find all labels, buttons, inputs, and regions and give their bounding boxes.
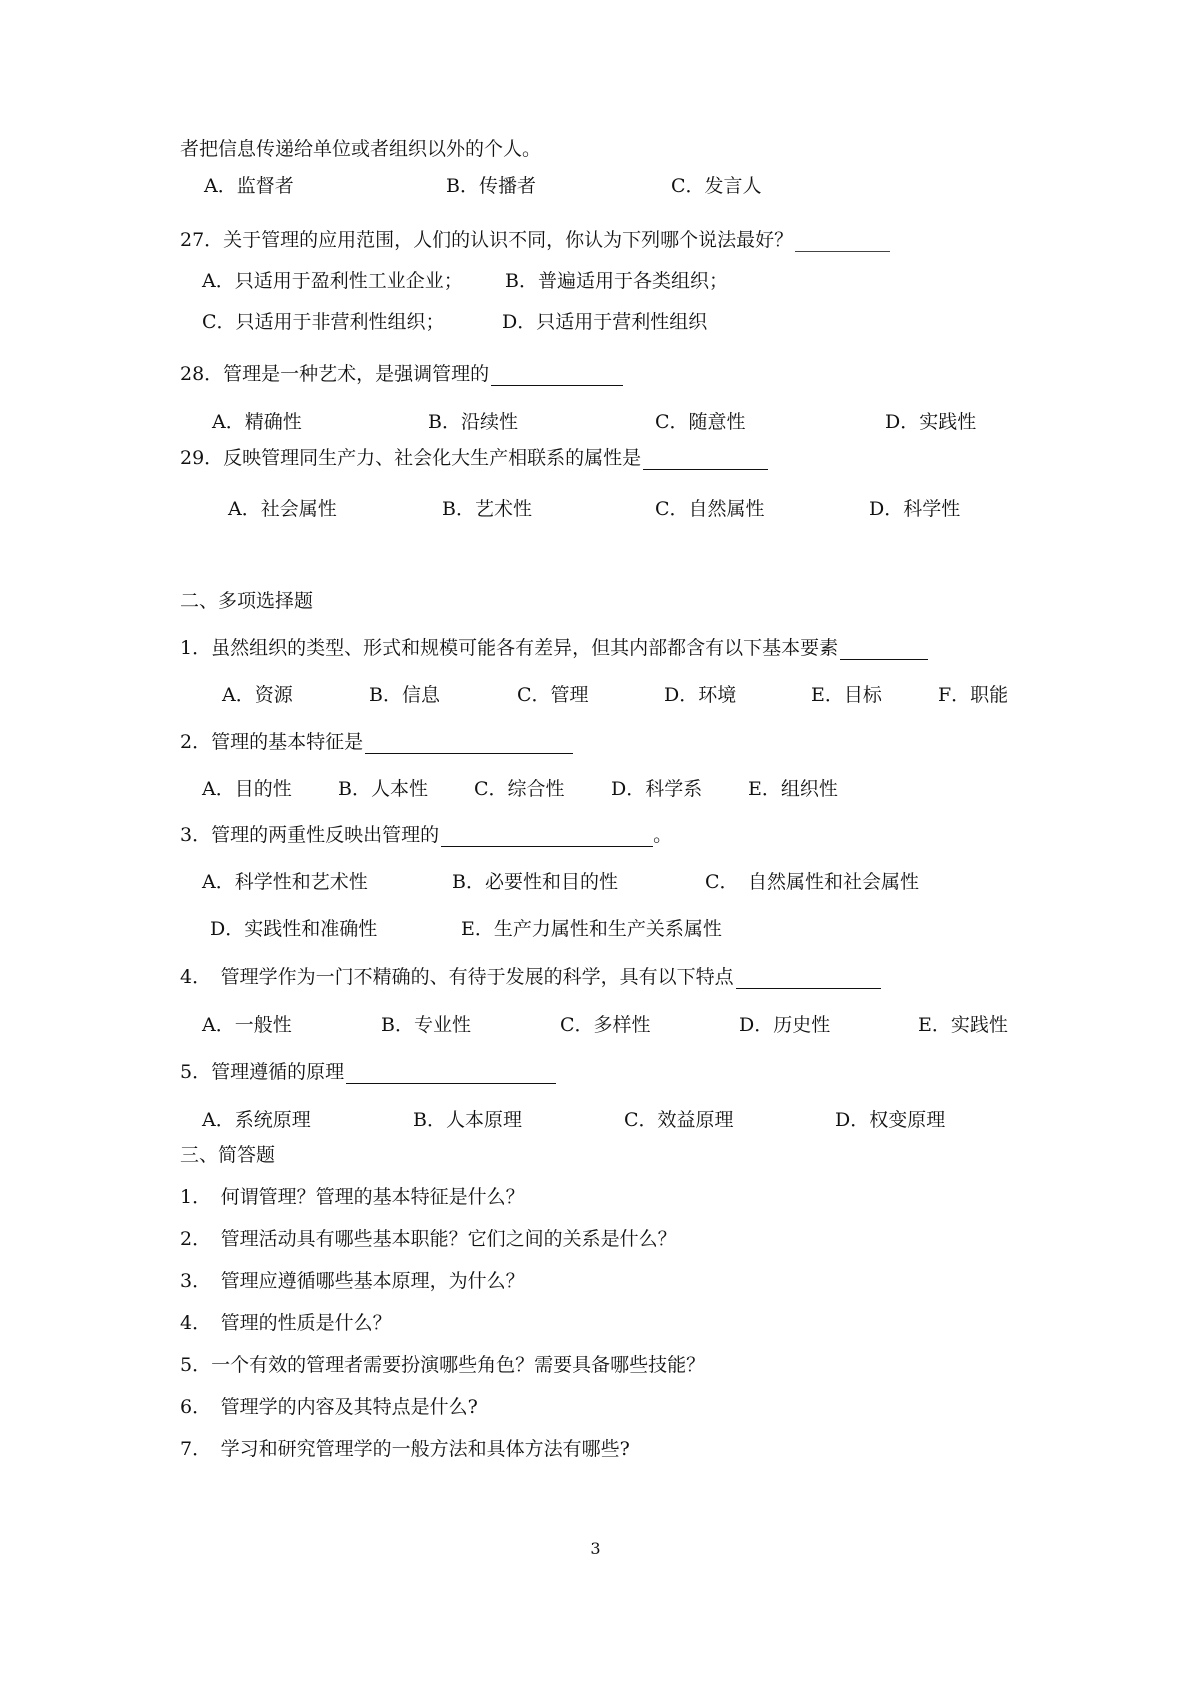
q29-option-b: B．艺术性 xyxy=(442,498,532,520)
answer-blank xyxy=(643,449,768,470)
m5-option-a: A．系统原理 xyxy=(202,1109,311,1131)
m3-option-c: C． 自然属性和社会属性 xyxy=(705,871,920,893)
m2-option-a: A．目的性 xyxy=(202,778,292,800)
q26-option-b: B．传播者 xyxy=(446,175,536,197)
q26-option-c: C．发言人 xyxy=(671,175,762,197)
multi-question-5 xyxy=(180,1060,556,1084)
multi-question-2-text: 2．管理的基本特征是 xyxy=(180,731,364,753)
question-27 xyxy=(180,228,890,252)
multi-question-3-text: 3．管理的两重性反映出管理的 xyxy=(180,824,440,846)
m5-option-d: D．权变原理 xyxy=(835,1109,946,1131)
question-29-text: 29．反映管理同生产力、社会化大生产相联系的属性是 xyxy=(180,447,642,469)
answer-blank xyxy=(346,1063,556,1084)
short-answer-7: 7． 学习和研究管理学的一般方法和具体方法有哪些? xyxy=(180,1438,630,1460)
q29-option-c: C．自然属性 xyxy=(655,498,765,520)
q27-option-b: B．普遍适用于各类组织； xyxy=(505,270,728,292)
m4-option-c: C．多样性 xyxy=(560,1014,651,1036)
m2-option-e: E．组织性 xyxy=(748,778,838,800)
q27-option-c: C．只适用于非营利性组织； xyxy=(202,311,445,333)
m2-option-c: C．综合性 xyxy=(474,778,565,800)
answer-blank xyxy=(365,733,573,754)
multi-question-1 xyxy=(180,636,928,660)
answer-blank xyxy=(795,231,890,252)
short-answer-4: 4． 管理的性质是什么？ xyxy=(180,1312,392,1334)
q28-option-c: C．随意性 xyxy=(655,411,746,433)
m2-option-b: B．人本性 xyxy=(338,778,428,800)
q29-option-a: A．社会属性 xyxy=(228,498,337,520)
multi-question-3-end: 。 xyxy=(653,824,673,846)
multi-question-5-text: 5．管理遵循的原理 xyxy=(180,1061,345,1083)
m3-option-e: E．生产力属性和生产关系属性 xyxy=(461,918,722,940)
q28-option-a: A．精确性 xyxy=(212,411,302,433)
m5-option-c: C．效益原理 xyxy=(624,1109,734,1131)
short-answer-2: 2． 管理活动具有哪些基本职能？它们之间的关系是什么？ xyxy=(180,1228,677,1250)
m3-option-a: A．科学性和艺术性 xyxy=(202,871,368,893)
m4-option-e: E．实践性 xyxy=(918,1014,1008,1036)
m1-option-f: F．职能 xyxy=(938,684,1009,706)
short-answer-5: 5．一个有效的管理者需要扮演哪些角色？需要具备哪些技能？ xyxy=(180,1354,706,1376)
multi-question-3 xyxy=(180,823,672,847)
question-26-stem-end: 者把信息传递给单位或者组织以外的个人。 xyxy=(180,138,542,160)
question-28 xyxy=(180,362,623,386)
q28-option-d: D．实践性 xyxy=(885,411,977,433)
m1-option-b: B．信息 xyxy=(369,684,440,706)
m1-option-e: E．目标 xyxy=(811,684,882,706)
question-28-text: 28．管理是一种艺术，是强调管理的 xyxy=(180,363,490,385)
short-answer-3: 3． 管理应遵循哪些基本原理，为什么？ xyxy=(180,1270,525,1292)
q27-option-a: A．只适用于盈利性工业企业； xyxy=(202,270,463,292)
multi-question-4-text: 4． 管理学作为一门不精确的、有待于发展的科学，具有以下特点 xyxy=(180,966,734,988)
m4-option-a: A．一般性 xyxy=(202,1014,292,1036)
section-heading-short-answer: 三、简答题 xyxy=(180,1144,276,1166)
short-answer-6: 6． 管理学的内容及其特点是什么? xyxy=(180,1396,478,1418)
m3-option-d: D．实践性和准确性 xyxy=(210,918,378,940)
q29-option-d: D．科学性 xyxy=(869,498,961,520)
answer-blank xyxy=(491,365,623,386)
answer-blank xyxy=(441,826,653,847)
q27-option-d: D．只适用于营利性组织 xyxy=(502,311,708,333)
multi-question-2 xyxy=(180,730,573,754)
m3-option-b: B．必要性和目的性 xyxy=(452,871,618,893)
section-heading-multiple-choice: 二、多项选择题 xyxy=(180,590,314,612)
m4-option-b: B．专业性 xyxy=(381,1014,471,1036)
question-29 xyxy=(180,446,768,470)
answer-blank xyxy=(840,639,928,660)
m1-option-d: D．环境 xyxy=(664,684,737,706)
m2-option-d: D．科学系 xyxy=(611,778,703,800)
page-number: 3 xyxy=(590,1539,601,1558)
m4-option-d: D．历史性 xyxy=(739,1014,831,1036)
m5-option-b: B．人本原理 xyxy=(413,1109,522,1131)
answer-blank xyxy=(736,968,881,989)
m1-option-a: A．资源 xyxy=(222,684,293,706)
multi-question-1-text: 1．虽然组织的类型、形式和规模可能各有差异，但其内部都含有以下基本要素 xyxy=(180,637,839,659)
q26-option-a: A．监督者 xyxy=(204,175,294,197)
short-answer-1: 1． 何谓管理？管理的基本特征是什么？ xyxy=(180,1186,525,1208)
multi-question-4 xyxy=(180,965,881,989)
question-27-text: 27．关于管理的应用范围，人们的认识不同，你认为下列哪个说法最好？ xyxy=(180,229,794,251)
m1-option-c: C．管理 xyxy=(517,684,589,706)
q28-option-b: B．沿续性 xyxy=(428,411,518,433)
